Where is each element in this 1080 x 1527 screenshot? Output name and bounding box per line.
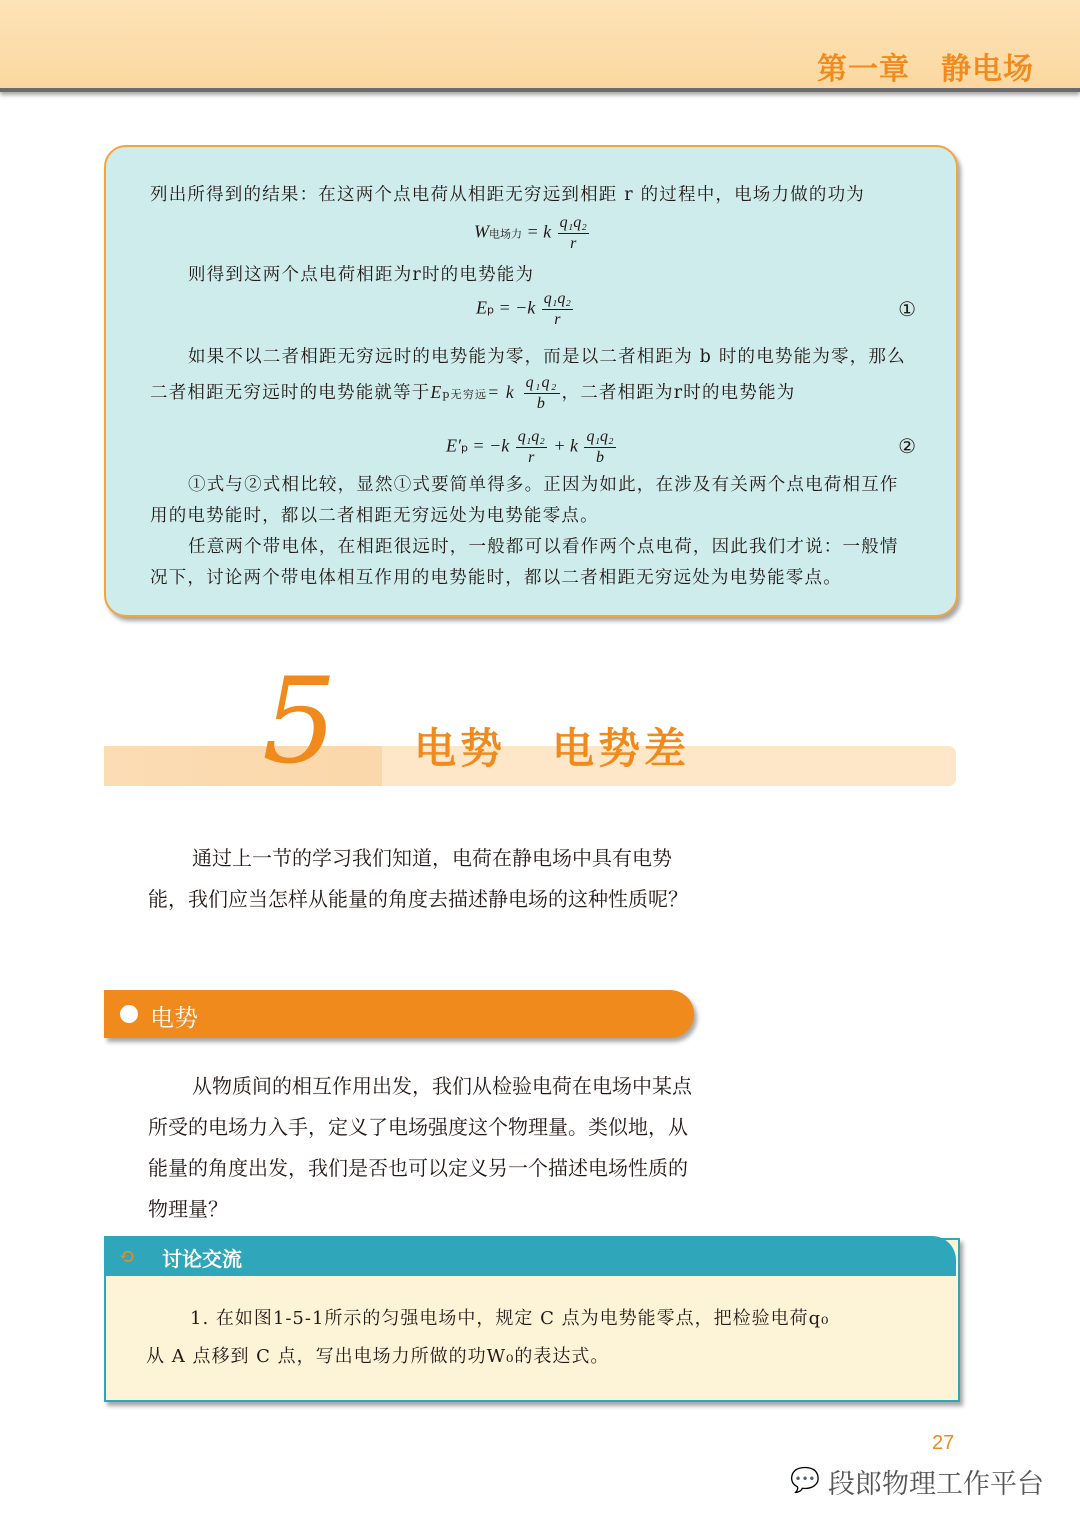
note-line-8: 况下，讨论两个带电体相互作用的电势能时，都以二者相距无穷远处为电势能零点。 bbox=[150, 568, 842, 588]
equation-ep: Ep = −k $\frac{\text{q₁q₂}}{r}$ bbox=[476, 290, 571, 328]
chapter-title: 第一章 静电场 bbox=[817, 52, 1034, 87]
intro-paragraph: 通过上一节的学习我们知道，电荷在静电场中具有电势能，我们应当怎样从能量的角度去描述静电场的这种性质呢？ bbox=[148, 846, 688, 911]
watermark: 段郎物理工作平台 bbox=[828, 1469, 1044, 1500]
note-line-1: 列出所得到的结果：在这两个点电荷从相距无穷远到相距 r 的过程中，电场力做的功为 bbox=[150, 185, 865, 205]
discussion-line-1: 1. 在如图1-5-1所示的匀强电场中，规定 C 点为电势能零点，把检验电荷q₀ bbox=[190, 1308, 830, 1329]
chat-bubble-icon: 💬 bbox=[790, 1466, 820, 1494]
discussion-line-2: 从 A 点移到 C 点，写出电场力所做的功W₀的表达式。 bbox=[146, 1346, 610, 1367]
discussion-arrows-icon: ⟲ bbox=[118, 1244, 135, 1268]
note-line-7: 任意两个带电体，在相距很远时，一般都可以看作两个点电荷，因此我们才说：一般情 bbox=[188, 537, 899, 557]
equation-tag-2: ② bbox=[898, 434, 916, 458]
header-bar bbox=[0, 0, 1080, 92]
discussion-title: 讨论交流 bbox=[162, 1247, 242, 1271]
subsection-title: 电势 bbox=[150, 1004, 198, 1032]
equation-work: W电场力 = k $\frac{\text{q₁q₂}}{r}$ bbox=[474, 214, 587, 252]
note-line-4: 二者相距无穷远时的电势能就等于Ep无穷远= k $\frac{\text{q₁q₂}}{b}$ ，二者相距为r时的电势能为 bbox=[150, 374, 796, 412]
note-line-2: 则得到这两个点电荷相距为r时的电势能为 bbox=[188, 265, 535, 285]
note-line-6: 用的电势能时，都以二者相距无穷远处为电势能零点。 bbox=[150, 506, 599, 526]
note-line-3: 如果不以二者相距无穷远时的电势能为零，而是以二者相距为 b 时的电势能为零，那么 bbox=[188, 347, 906, 367]
section-title: 电势 电势差 bbox=[414, 724, 691, 773]
note-box bbox=[104, 145, 958, 617]
discussion-header bbox=[104, 1236, 956, 1276]
equation-tag-1: ① bbox=[898, 297, 916, 321]
subsection-heading bbox=[104, 990, 694, 1038]
page-number: 27 bbox=[932, 1432, 955, 1454]
equation-ep-prime: E′p = −k $\frac{\text{q₁q₂}}{r}$ + k $\frac{\text{q₁q₂}}{b}$ bbox=[446, 428, 614, 466]
bullet-dot-icon bbox=[120, 1005, 138, 1023]
subsection-paragraph: 从物质间的相互作用出发，我们从检验电荷在电场中某点所受的电场力入手，定义了电场强度这个物理量。类似地，从能量的角度出发，我们是否也可以定义另一个描述电场性质的物理量？ bbox=[148, 1074, 692, 1221]
section-number: 5 bbox=[262, 652, 338, 790]
note-line-5: ①式与②式相比较，显然①式要简单得多。正因为如此，在涉及有关两个点电荷相互作 bbox=[188, 475, 899, 495]
